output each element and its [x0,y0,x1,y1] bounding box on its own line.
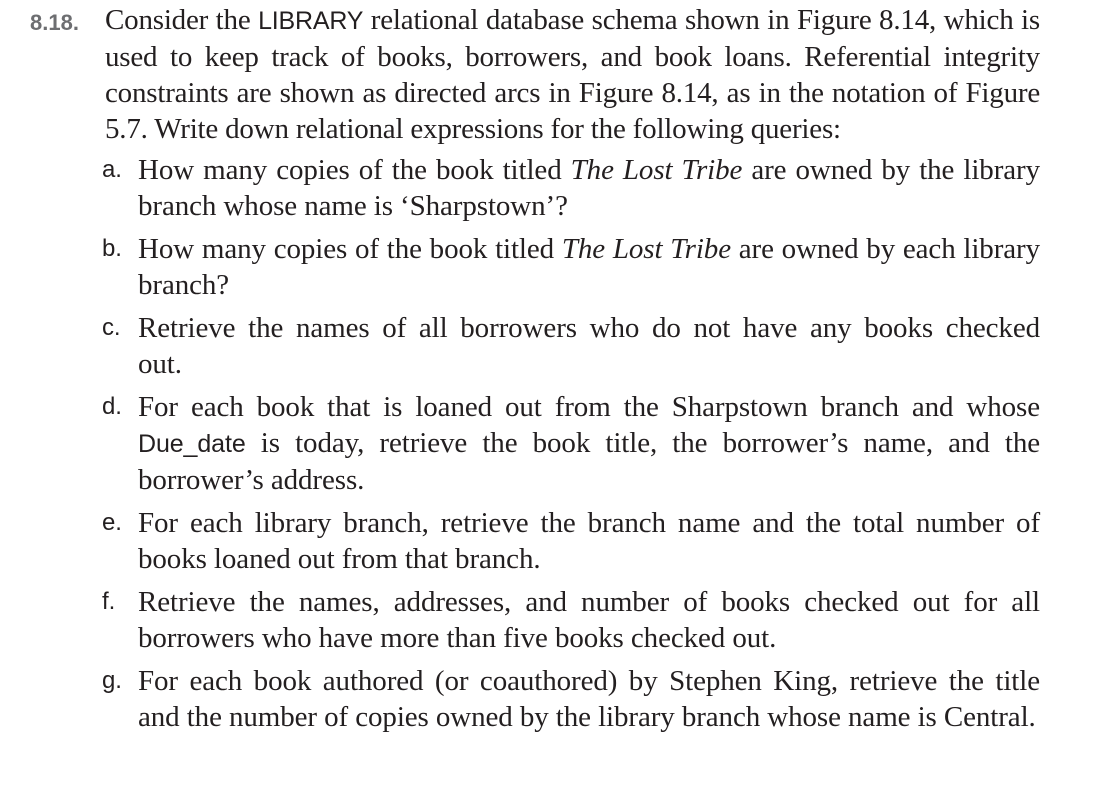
query-item-e [102,505,1040,577]
item-letter: g. [102,667,122,694]
query-item-g [102,663,1040,735]
item-text: For each book that is loaned out from the Sharpstown branch and whose [138,391,1040,423]
schema-name: LIBRARY [258,7,364,35]
query-item-b [102,231,1040,303]
item-text: How many copies of the book titled [138,233,562,265]
item-text: Retrieve the names of all borrowers who do not have any books checked out. [138,312,1040,380]
query-item-f [102,584,1040,656]
item-text: are owned by the library branch whose name is ‘Sharpstown’? [138,154,1040,222]
intro-post: relational database schema shown in Figure 8.14, which is used to keep track of books, borrowers, and book loans. Referential integrity constraints are shown as directed arcs in Figure 8.14, as in the notation of Figure 5.7. Write down relational expressions for the following queries: [105,4,1040,145]
item-letter: f. [102,588,116,615]
item-text: For each book authored (or coauthored) by Stephen King, retrieve the title and the number of copies owned by the library branch whose name is Central. [138,665,1040,733]
exercise-number: 8.18. [30,10,79,35]
item-text: How many copies of the book titled [138,154,571,186]
query-list [30,152,1040,735]
item-letter: d. [102,393,122,420]
item-letter: b. [102,235,122,262]
attribute-name: Due_date [138,430,246,458]
item-text: Retrieve the names, addresses, and number of books checked out for all borrowers who have more than five books checked out. [138,586,1040,654]
query-item-a [102,152,1040,224]
exercise-8-18 [30,2,1040,735]
exercise-intro [105,2,1040,147]
item-text: is today, retrieve the book title, the borrower’s name, and the borrower’s address. [138,427,1040,496]
item-letter: a. [102,156,122,183]
query-item-d [102,389,1040,498]
item-text: are owned by each library branch? [138,233,1040,301]
book-title: The Lost Tribe [570,154,743,186]
intro-pre: Consider the [105,4,259,36]
item-letter: e. [102,509,122,536]
item-text: For each library branch, retrieve the branch name and the total number of books loaned out from that branch. [138,507,1040,575]
query-item-c [102,310,1040,382]
item-letter: c. [102,314,121,341]
book-title: The Lost Tribe [561,233,731,265]
